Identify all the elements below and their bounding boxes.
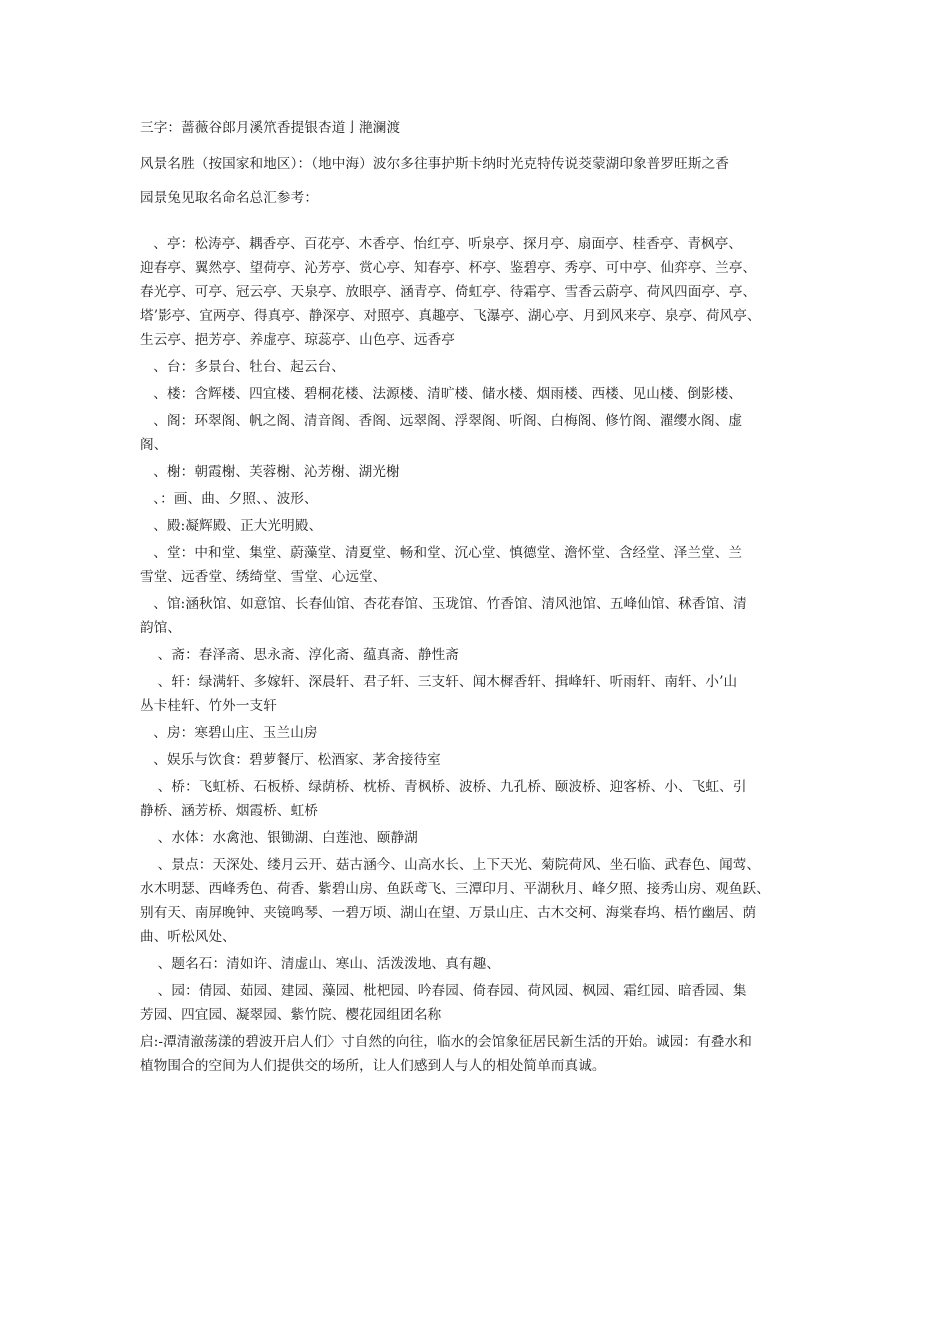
- list-item: [140, 643, 820, 667]
- list-item-line: 阁、: [140, 437, 168, 453]
- list-item-line: 、景点：天深处、缕月云开、菇古涵今、山高水长、上下天光、菊院荷风、坐石临、武春色、闻莺、: [140, 857, 761, 873]
- list-item-line: 、楼：含辉楼、四宜楼、碧桐花楼、法源楼、清旷楼、储水楼、烟雨楼、西楼、见山楼、倒影楼、: [140, 386, 743, 402]
- list-item-line: 、题名石：清如许、清虚山、寒山、活泼泼地、真有趣、: [140, 956, 501, 972]
- list-item-line: 春光亭、可亭、冠云亭、天泉亭、放眼亭、涵青亭、倚虹亭、待霜亭、雪香云蔚亭、荷风四面亭、亭、: [140, 284, 757, 300]
- list-item-line: 韵馆、: [140, 620, 182, 636]
- list-item-line: 雪堂、远香堂、绣绮堂、雪堂、心远堂、: [140, 569, 387, 585]
- list-item: [140, 721, 820, 745]
- list-item: [140, 775, 820, 823]
- list-item: [140, 853, 820, 949]
- list-item-line: 、轩：绿满轩、多嫁轩、深晨轩、君子轩、三支轩、闻木樨香轩、揖峰轩、听雨轩、南轩、小’山: [140, 674, 738, 690]
- list-item: [140, 541, 820, 589]
- list-item: [140, 592, 820, 640]
- list-item-line: 迎春亭、翼然亭、望荷亭、沁芳亭、赏心亭、知春亭、杯亭、鉴碧亭、秀亭、可中亭、仙弈亭、兰亭、: [140, 260, 757, 276]
- list-item-line: 、斋：春泽斋、思永斋、淳化斋、蕴真斋、静性斋: [140, 647, 459, 663]
- list-item-line: 、榭：朝霞榭、芙蓉榭、沁芳榭、湖光榭: [140, 464, 400, 480]
- list-item-line: 、堂：中和堂、集堂、蔚藻堂、清夏堂、畅和堂、沉心堂、慎德堂、澹怀堂、含经堂、泽兰堂、兰: [140, 545, 743, 561]
- list-item-line: 曲、听松风处、: [140, 929, 236, 945]
- list-item-line: 、馆:涵秋馆、如意馆、长春仙馆、杏花春馆、玉珑馆、竹香馆、清风池馆、五峰仙馆、秫香馆、清: [140, 596, 747, 612]
- list-item-line: 、水体：水禽池、银锄湖、白莲池、颐静湖: [140, 830, 418, 846]
- list-item: [140, 355, 820, 379]
- list-item-line: 别有天、南屏晚钟、夹镜鸣琴、一碧万顷、湖山在望、万景山庄、古木交柯、海棠春坞、梧竹幽居、荫: [140, 905, 757, 921]
- list-item: [140, 487, 820, 511]
- naming-list: [140, 232, 820, 1078]
- list-item-line: 、阁：环翠阁、帆之阁、清音阁、香阁、远翠阁、浮翠阁、听阁、白梅阁、修竹阁、濯缨水阁、虚: [140, 413, 743, 429]
- list-item-line: 静桥、涵芳桥、烟霞桥、虹桥: [140, 803, 319, 819]
- heading-scenic-spots: 风景名胜（按国家和地区）：（地中海）波尔多往事护斯卡纳时光克特传说茭蒙湖印象普罗旺斯之香: [140, 156, 729, 172]
- list-item: [140, 409, 820, 457]
- list-item: [140, 514, 820, 538]
- list-item-line: 、亭：松涛亭、耦香亭、百花亭、木香亭、怡红亭、听泉亭、探月亭、扇面亭、桂香亭、青枫亭、: [140, 236, 743, 252]
- list-item-line: 植物围合的空间为人们提供交的场所，让人们感到人与人的相处简单而真诚。: [140, 1058, 606, 1074]
- list-item: [140, 232, 820, 352]
- list-item-line: 芳园、四宜园、凝翠园、紫竹院、樱花园组团名称: [140, 1007, 442, 1023]
- list-item: [140, 382, 820, 406]
- list-item: [140, 748, 820, 772]
- list-item-line: 、房：寒碧山庄、玉兰山房: [140, 725, 318, 741]
- list-item: [140, 460, 820, 484]
- list-item-line: 水木明瑟、西峰秀色、荷香、紫碧山房、鱼跃鸢飞、三潭印月、平湖秋月、峰夕照、接秀山房、观鱼跃、: [140, 881, 770, 897]
- list-item-line: 启:-潭清澈荡漾的碧波开启人们〉寸自然的向往，临水的会馆象征居民新生活的开始。诚园：有叠水和: [140, 1034, 752, 1050]
- list-item-line: 生云亭、挹芳亭、养虚亭、琼蕊亭、山色亭、远香亭: [140, 332, 455, 348]
- list-item: [140, 952, 820, 976]
- list-item-line: 、：画、曲、夕照、、波形、: [140, 491, 318, 507]
- list-item-line: 、台：多景台、牡台、起云台、: [140, 359, 345, 375]
- heading-three-characters: 三字：蔷薇谷郎月溪笊香提银杏道亅滟澜渡: [140, 120, 401, 136]
- heading-naming-reference: 园景兔见取名命名总汇参考：: [140, 190, 319, 206]
- list-item: [140, 826, 820, 850]
- list-item-line: 、桥：飞虹桥、石板桥、绿荫桥、枕桥、青枫桥、波桥、九孔桥、颐波桥、迎客桥、小、飞虹、引: [140, 779, 747, 795]
- list-item: [140, 670, 820, 718]
- list-item: [140, 1030, 820, 1078]
- list-item-line: 、园：倩园、茹园、建园、藻园、枇杷园、吟春园、倚春园、荷风园、枫园、霜红园、暗香园、集: [140, 983, 747, 999]
- document-body: [140, 116, 820, 1081]
- list-item-line: 、殿:凝辉殿、正大光明殿、: [140, 518, 323, 534]
- list-item-line: 、娱乐与饮食：碧萝餐厅、松酒家、茅舍接待室: [140, 752, 441, 768]
- list-item-line: 丛卡桂轩、竹外一支轩: [140, 698, 277, 714]
- list-item: [140, 979, 820, 1027]
- list-item-line: 塔’影亭、宜两亭、得真亭、静深亭、对照亭、真趣亭、飞瀑亭、湖心亭、月到风来亭、泉亭、荷风亭、: [140, 308, 761, 324]
